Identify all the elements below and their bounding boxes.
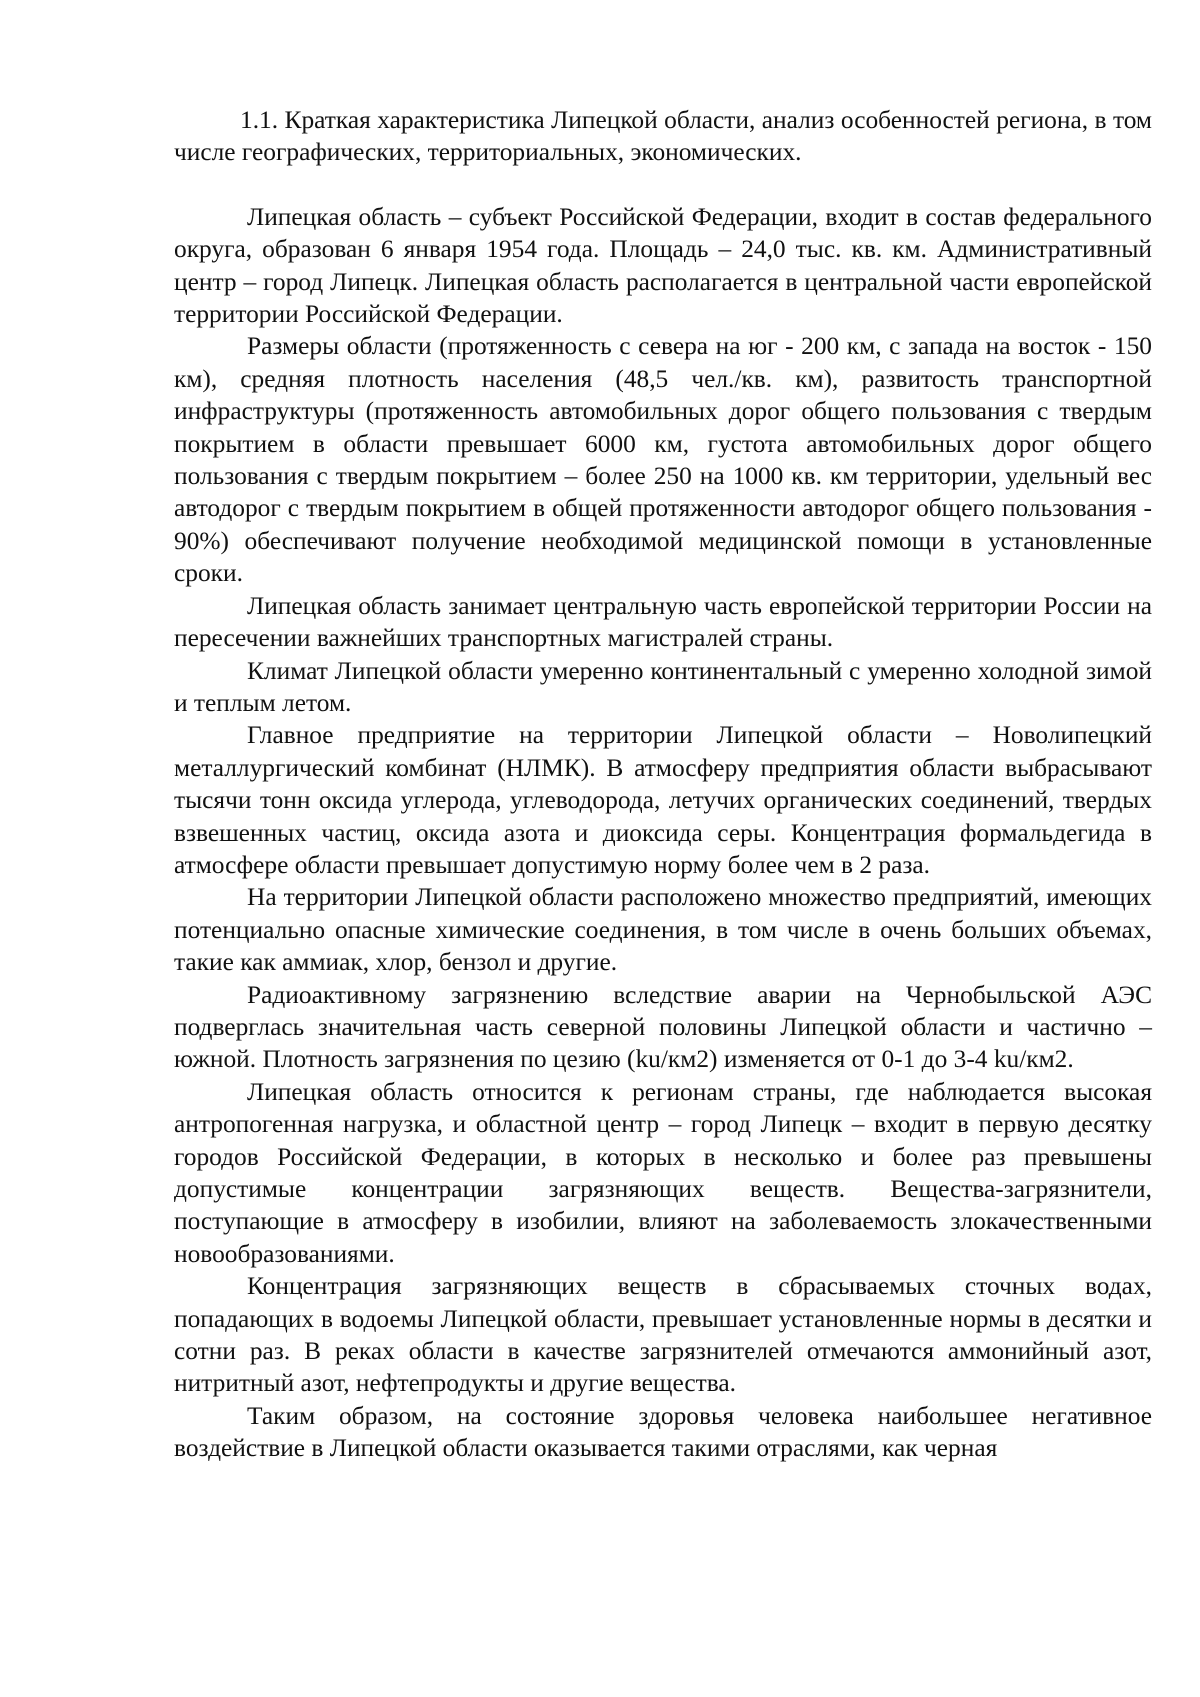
- paragraph-water-pollution: Концентрация загрязняющих веществ в сбрасываемых сточных водах, попадающих в водоемы Липецкой области, превышает установленные нормы в десятки и сотни раз. В реках области в качестве загрязнителей отмечаются аммонийный азот, нитритный азот, нефтепродукты и другие вещества.: [174, 1272, 1152, 1398]
- paragraph-radioactive-contamination: Радиоактивному загрязнению вследствие аварии на Чернобыльской АЭС подверглась значительная часть северной половины Липецкой области и частично – южной. Плотность загрязнения по цезию (ku/км2) изменяется от 0-1 до 3-4 ku/км2.: [174, 980, 1152, 1074]
- paragraph-climate: Климат Липецкой области умеренно континентальный с умеренно холодной зимой и теплым летом.: [174, 656, 1152, 717]
- document-page: [174, 104, 1152, 1465]
- paragraph-hazardous-enterprises: На территории Липецкой области расположено множество предприятий, имеющих потенциально опасные химические соединения, в том числе в очень больших объемах, такие как аммиак, хлор, бензол и другие.: [174, 883, 1152, 977]
- paragraph-conclusion: Таким образом, на состояние здоровья человека наибольшее негативное воздействие в Липецкой области оказывается такими отраслями, как черная: [174, 1401, 1152, 1463]
- section-heading: 1.1. Краткая характеристика Липецкой области, анализ особенностей региона, в том числе географических, территориальных, экономических.: [174, 106, 1152, 167]
- paragraph-overview: Липецкая область – субъект Российской Федерации, входит в состав федерального округа, образован 6 января 1954 года. Площадь – 24,0 тыс. кв. км. Административный центр – город Липецк. Липецкая область располагается в центральной части европейской территории Российской Федерации.: [174, 202, 1152, 329]
- paragraph-anthropogenic-load: Липецкая область относится к регионам страны, где наблюдается высокая антропогенная нагрузка, и областной центр – город Липецк – входит в первую десятку городов Российской Федерации, в которых в несколько и более раз превышены допустимые концентрации загрязняющих веществ. Вещества-загрязнители, поступающие в атмосферу в изобилии, влияют на заболеваемость злокачественными новообразованиями.: [174, 1077, 1152, 1268]
- paragraph-main-enterprise: Главное предприятие на территории Липецкой области – Новолипецкий металлургический комбинат (НЛМК). В атмосферу предприятия области выбрасывают тысячи тонн оксида углерода, углеводорода, летучих органических соединений, твердых взвешенных частиц, оксида азота и диоксида серы. Концентрация формальдегида в атмосфере области превышает допустимую норму более чем в 2 раза.: [174, 721, 1152, 879]
- paragraph-location: Липецкая область занимает центральную часть европейской территории России на пересечении важнейших транспортных магистралей страны.: [174, 591, 1152, 653]
- paragraph-dimensions: Размеры области (протяженность с севера на юг - 200 км, с запада на восток - 150 км), средняя плотность населения (48,5 чел./кв. км), развитость транспортной инфраструктуры (протяженность автомобильных дорог общего пользования с твердым покрытием в области превышает 6000 км, густота автомобильных дорог общего пользования с твердым покрытием – более 250 на 1000 кв. км территории, удельный вес автодорог с твердым покрытием в общей протяженности автодорог общего пользования - 90%) обеспечивают получение необходимой медицинской помощи в установленные сроки.: [174, 332, 1152, 588]
